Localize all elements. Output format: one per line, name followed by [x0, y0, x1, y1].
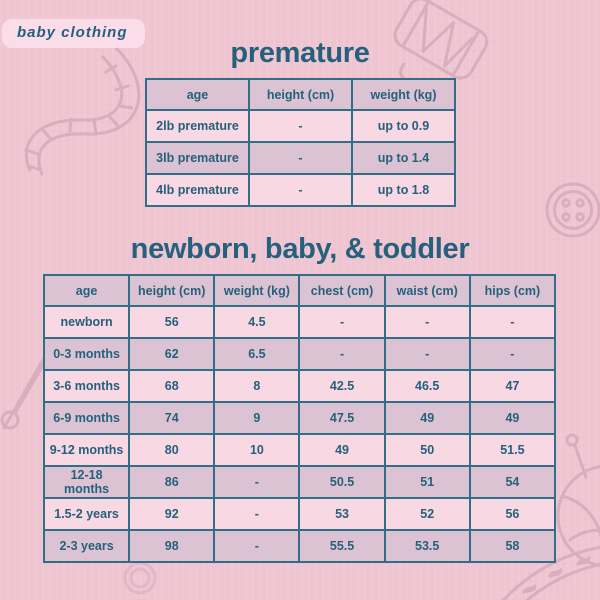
table-cell: -: [249, 174, 352, 206]
table-cell: -: [214, 530, 299, 562]
table-cell: 56: [129, 306, 214, 338]
table-cell: 3-6 months: [44, 370, 129, 402]
table-row: [44, 306, 555, 338]
table-row: [44, 498, 555, 530]
table-cell: 46.5: [385, 370, 470, 402]
table-cell: 2-3 years: [44, 530, 129, 562]
table-cell: 47.5: [299, 402, 384, 434]
column-header: hips (cm): [470, 275, 555, 306]
table-cell: 50: [385, 434, 470, 466]
table-cell: 6.5: [214, 338, 299, 370]
premature-table: [145, 78, 456, 207]
table-cell: 74: [129, 402, 214, 434]
column-header: age: [44, 275, 129, 306]
table-cell: 4.5: [214, 306, 299, 338]
column-header: weight (kg): [352, 79, 455, 110]
table-cell: 49: [385, 402, 470, 434]
table-cell: 50.5: [299, 466, 384, 498]
table-cell: up to 1.4: [352, 142, 455, 174]
table-cell: 42.5: [299, 370, 384, 402]
table-cell: -: [214, 466, 299, 498]
table-row: [146, 142, 455, 174]
table-cell: up to 0.9: [352, 110, 455, 142]
table-cell: 2lb premature: [146, 110, 249, 142]
table-row: [44, 466, 555, 498]
table-row: [146, 110, 455, 142]
table-cell: -: [214, 498, 299, 530]
table-cell: 56: [470, 498, 555, 530]
column-header: height (cm): [249, 79, 352, 110]
table-cell: 4lb premature: [146, 174, 249, 206]
table-cell: -: [470, 306, 555, 338]
badge-label: baby clothing: [17, 24, 128, 41]
table-cell: -: [249, 110, 352, 142]
column-header: waist (cm): [385, 275, 470, 306]
table-row: [44, 338, 555, 370]
column-header: weight (kg): [214, 275, 299, 306]
column-header: height (cm): [129, 275, 214, 306]
table-cell: 6-9 months: [44, 402, 129, 434]
table-cell: 62: [129, 338, 214, 370]
table-cell: 98: [129, 530, 214, 562]
small-button-icon: [125, 563, 155, 593]
table-cell: 53.5: [385, 530, 470, 562]
table-cell: up to 1.8: [352, 174, 455, 206]
table-cell: -: [299, 306, 384, 338]
table-cell: 86: [129, 466, 214, 498]
table-cell: -: [385, 306, 470, 338]
table-cell: 47: [470, 370, 555, 402]
table-cell: 80: [129, 434, 214, 466]
table-cell: 9: [214, 402, 299, 434]
column-header: chest (cm): [299, 275, 384, 306]
table-cell: 0-3 months: [44, 338, 129, 370]
table-row: [44, 402, 555, 434]
table-cell: 53: [299, 498, 384, 530]
table-cell: 68: [129, 370, 214, 402]
table-cell: 54: [470, 466, 555, 498]
table-cell: -: [385, 338, 470, 370]
table-cell: -: [470, 338, 555, 370]
button-icon: [547, 184, 599, 236]
table-cell: newborn: [44, 306, 129, 338]
toddler-table: [43, 274, 556, 563]
table-row: [44, 530, 555, 562]
table-row: [44, 370, 555, 402]
table-cell: 12-18 months: [44, 466, 129, 498]
table-cell: 51: [385, 466, 470, 498]
table-cell: 92: [129, 498, 214, 530]
table-cell: -: [299, 338, 384, 370]
table-cell: 58: [470, 530, 555, 562]
header-row: [44, 275, 555, 306]
column-header: age: [146, 79, 249, 110]
table-cell: -: [249, 142, 352, 174]
table-cell: 3lb premature: [146, 142, 249, 174]
table-cell: 55.5: [299, 530, 384, 562]
table-cell: 52: [385, 498, 470, 530]
premature-title: premature: [230, 37, 370, 69]
table-cell: 8: [214, 370, 299, 402]
header-row: [146, 79, 455, 110]
table-cell: 51.5: [470, 434, 555, 466]
table-cell: 49: [299, 434, 384, 466]
table-cell: 49: [470, 402, 555, 434]
yarn-ball-pin-icon: [558, 435, 600, 566]
table-cell: 1.5-2 years: [44, 498, 129, 530]
table-cell: 10: [214, 434, 299, 466]
table-row: [146, 174, 455, 206]
table-cell: 9-12 months: [44, 434, 129, 466]
toddler-title: newborn, baby, & toddler: [130, 233, 470, 265]
table-row: [44, 434, 555, 466]
